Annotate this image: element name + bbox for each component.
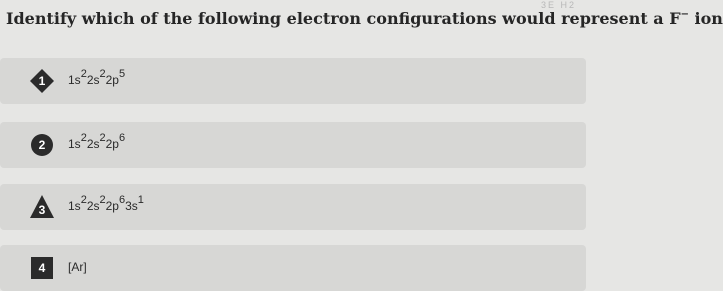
triangle-icon bbox=[29, 194, 55, 220]
term-exponent: 2 bbox=[99, 194, 106, 206]
answer-option-4[interactable] bbox=[0, 245, 586, 291]
term-base: 1s bbox=[68, 137, 81, 151]
term-base: 1s bbox=[68, 73, 81, 87]
question-main: Identify which of the following electron configurations would represent a F bbox=[6, 9, 681, 28]
term-base: 2s bbox=[86, 199, 100, 213]
answer-option-3[interactable] bbox=[0, 184, 586, 230]
term-exponent: 2 bbox=[99, 68, 106, 80]
option-label bbox=[68, 68, 126, 87]
question-text bbox=[6, 8, 723, 28]
circle-icon bbox=[29, 132, 55, 158]
term-base: 2s bbox=[86, 137, 100, 151]
term-base: 2p bbox=[105, 73, 119, 87]
option-label bbox=[68, 132, 126, 151]
term-base: 2p bbox=[105, 137, 119, 151]
diamond-icon bbox=[29, 68, 55, 94]
question-charge: − bbox=[680, 8, 689, 20]
term-exponent: 2 bbox=[80, 194, 87, 206]
term-exponent: 6 bbox=[118, 194, 126, 206]
term-base: 1s bbox=[68, 199, 81, 213]
term-exponent: 5 bbox=[118, 68, 126, 80]
term-exponent: 2 bbox=[99, 132, 106, 144]
term-base: 2s bbox=[86, 73, 100, 87]
question-suffix: ion bbox=[688, 9, 723, 28]
square-icon bbox=[29, 255, 55, 281]
option-text: [Ar] bbox=[68, 260, 87, 274]
option-number: 3 bbox=[38, 203, 46, 217]
term-exponent: 6 bbox=[118, 132, 126, 144]
answer-option-2[interactable] bbox=[0, 122, 586, 168]
term-base: 3s bbox=[125, 199, 138, 213]
option-number: 4 bbox=[38, 261, 46, 275]
term-exponent: 2 bbox=[80, 68, 87, 80]
answer-option-1[interactable] bbox=[0, 58, 586, 104]
option-number: 2 bbox=[38, 138, 46, 152]
term-base: 2p bbox=[105, 199, 119, 213]
option-label bbox=[68, 194, 144, 213]
option-number: 1 bbox=[38, 74, 46, 88]
term-exponent: 1 bbox=[137, 194, 144, 206]
option-label bbox=[68, 260, 87, 274]
corner-mark: 3E H2 bbox=[540, 0, 576, 10]
term-exponent: 2 bbox=[80, 132, 87, 144]
